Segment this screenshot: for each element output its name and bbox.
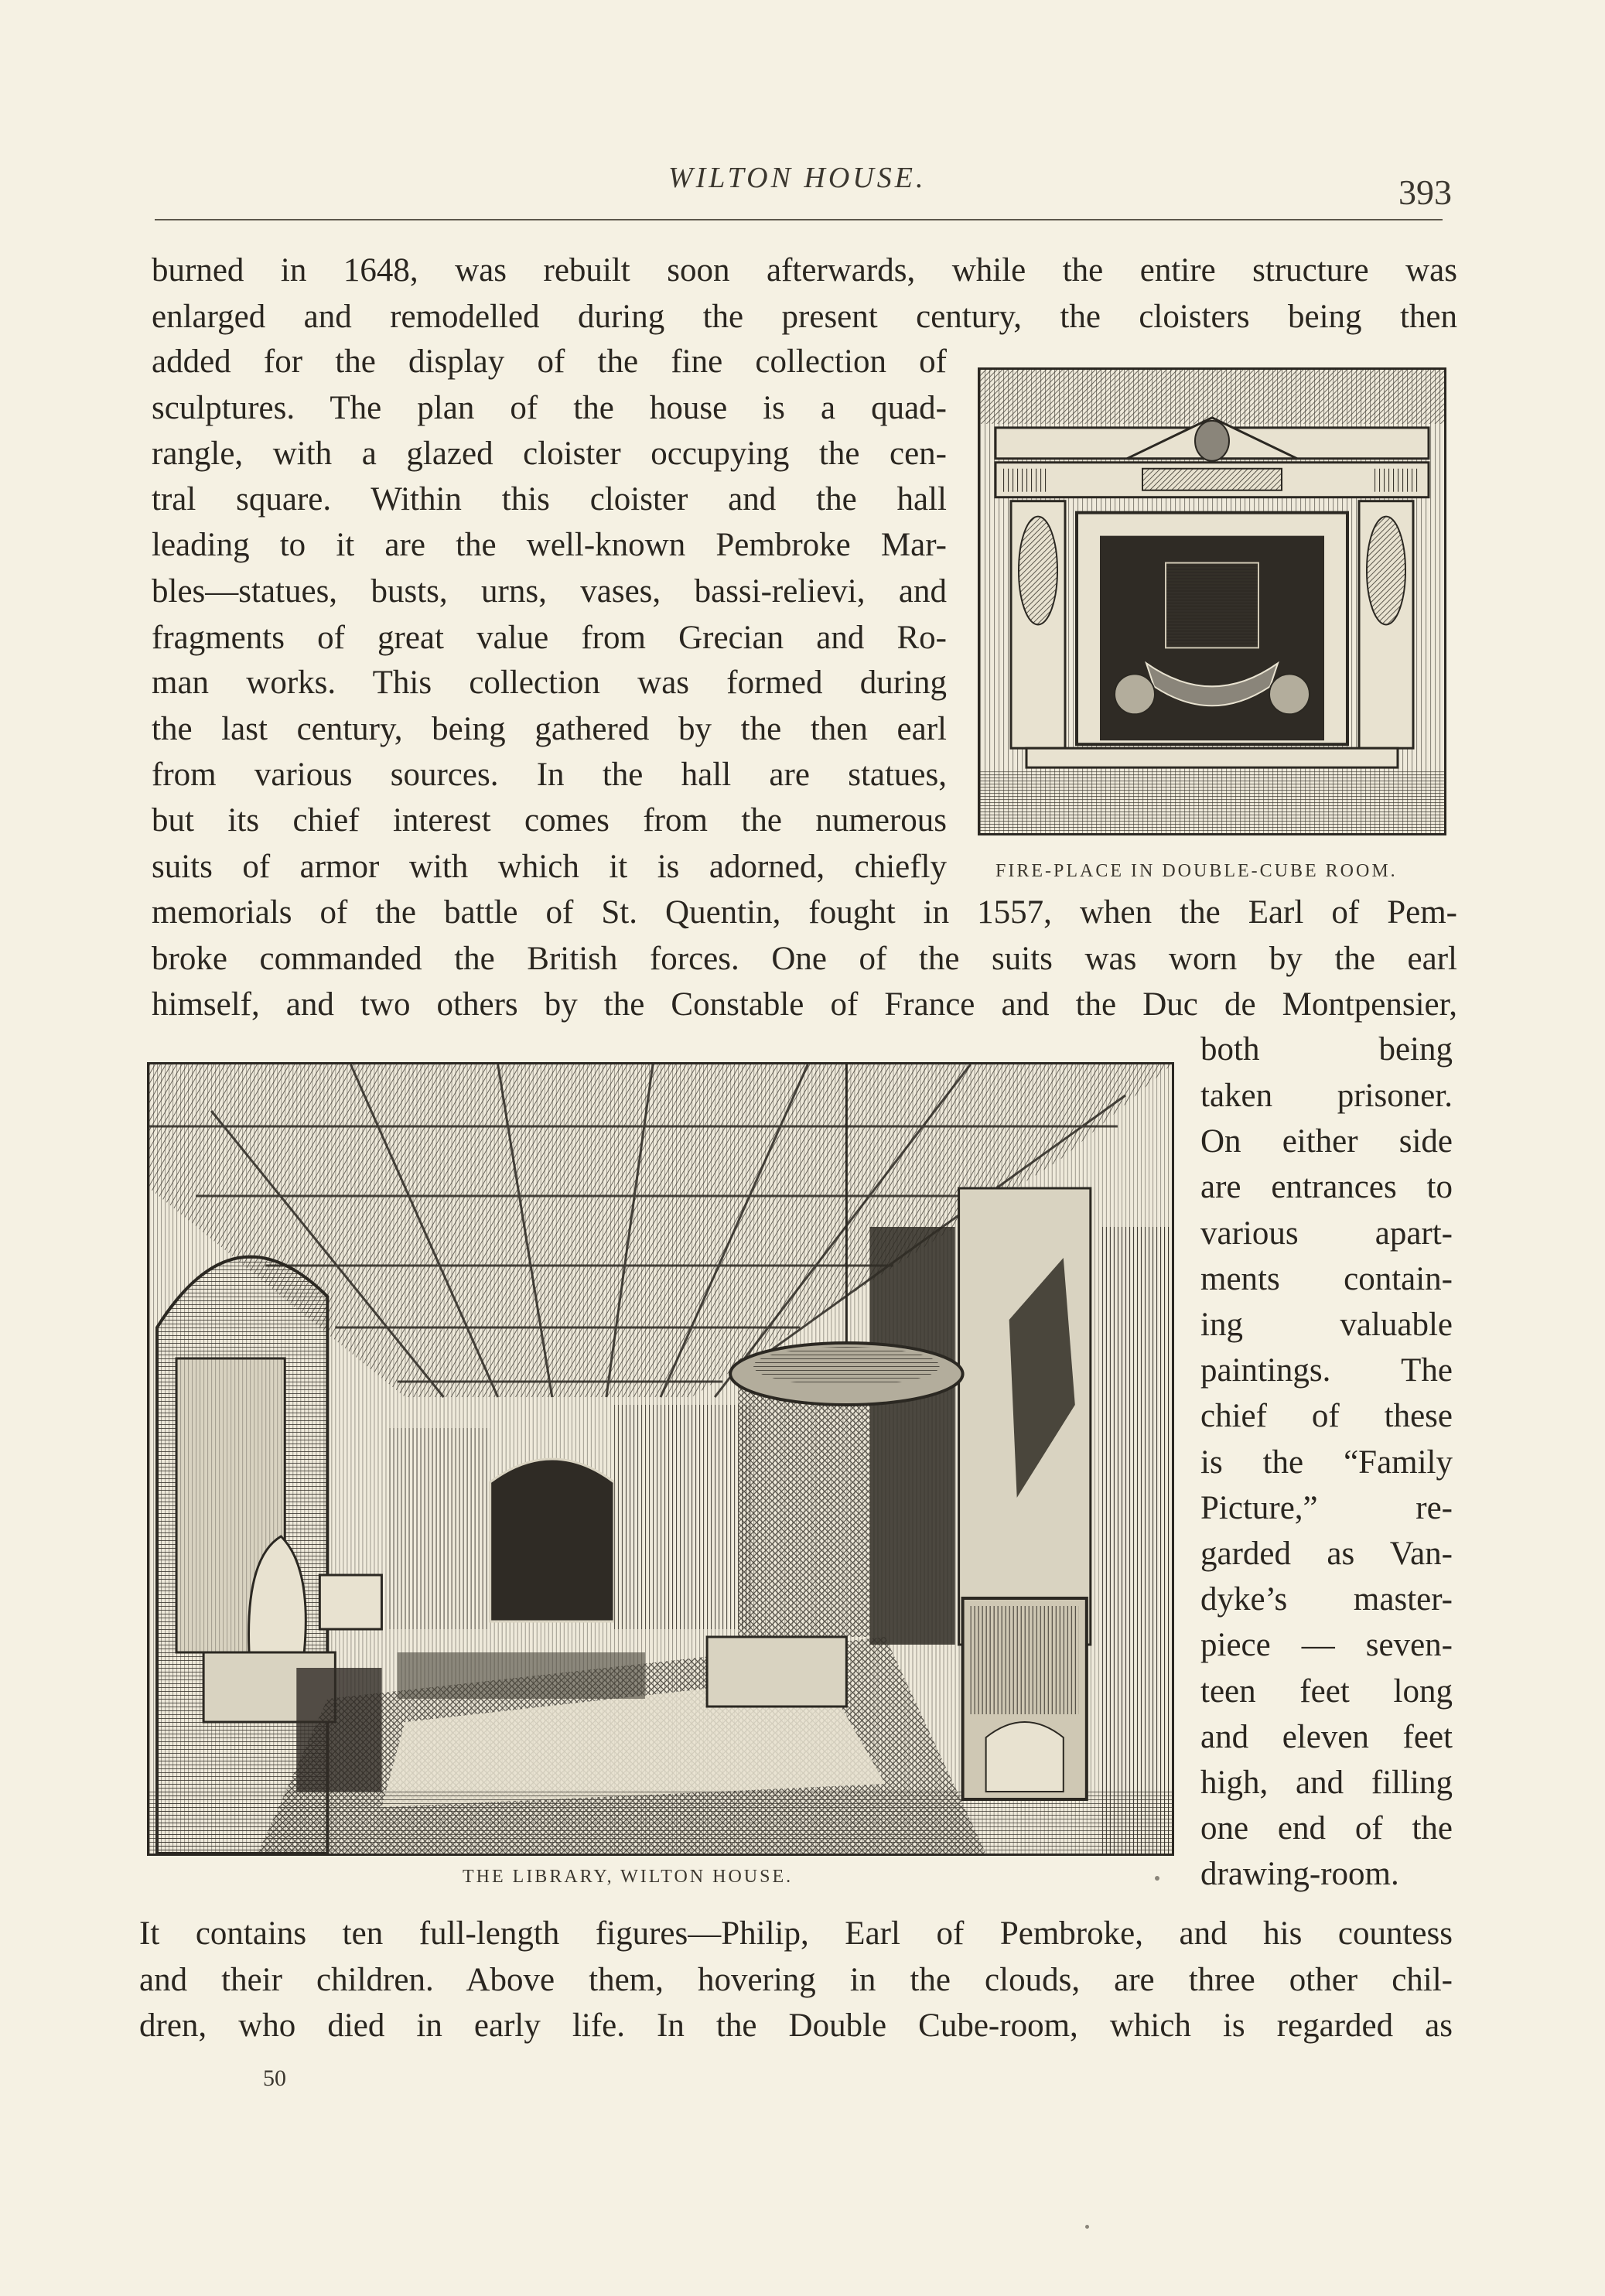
body-line: fragments of great value from Grecian and Ro-: [152, 620, 947, 656]
body-line: teen feet long: [1200, 1673, 1453, 1710]
body-line: various apart-: [1200, 1215, 1453, 1252]
library-engraving: [149, 1064, 1172, 1854]
body-line: bles—statues, busts, urns, vases, bassi-relievi, and: [152, 573, 947, 610]
body-line: piece — seven-: [1200, 1627, 1453, 1663]
body-line: leading to it are the well-known Pembroke Mar-: [152, 527, 947, 563]
body-line: is the “Family: [1200, 1444, 1453, 1481]
running-head: WILTON HOUSE.: [668, 162, 927, 194]
fireplace-illustration: [978, 367, 1446, 835]
body-line: and their children. Above them, hovering in the clouds, are three other chil-: [139, 1962, 1453, 1998]
body-line: but its chief interest comes from the numerous: [152, 802, 947, 839]
fireplace-caption: FIRE-PLACE IN DOUBLE-CUBE ROOM.: [995, 861, 1398, 881]
body-line: Picture,” re-: [1200, 1490, 1453, 1526]
body-line: man works. This collection was formed during: [152, 665, 947, 701]
body-line: dren, who died in early life. In the Double Cube-room, which is regarded as: [139, 2007, 1453, 2044]
body-line: chief of these: [1200, 1398, 1453, 1434]
body-line: taken prisoner.: [1200, 1078, 1453, 1114]
body-line: memorials of the battle of St. Quentin, fought in 1557, when the Earl of Pem-: [152, 894, 1457, 931]
body-line: and eleven feet: [1200, 1719, 1453, 1755]
body-line: ing valuable: [1200, 1307, 1453, 1343]
body-line: garded as Van-: [1200, 1536, 1453, 1572]
paper-speck: [1085, 2225, 1089, 2229]
paper-speck: [1155, 1876, 1159, 1881]
body-line: the last century, being gathered by the then earl: [152, 711, 947, 747]
body-line: himself, and two others by the Constable of France and the Duc de Montpensier,: [152, 986, 1457, 1023]
fireplace-engraving: [980, 370, 1444, 833]
body-line: added for the display of the fine collection of: [152, 343, 947, 380]
body-line: suits of armor with which it is adorned, chiefly: [152, 849, 947, 885]
body-line: broke commanded the British forces. One of the suits was worn by the earl: [152, 941, 1457, 977]
body-line: one end of the: [1200, 1810, 1453, 1847]
body-line: are entrances to: [1200, 1169, 1453, 1205]
body-line: rangle, with a glazed cloister occupying the cen-: [152, 436, 947, 472]
body-line: paintings. The: [1200, 1352, 1453, 1389]
body-line: drawing-room.: [1200, 1856, 1399, 1892]
body-line: high, and filling: [1200, 1765, 1453, 1801]
signature-mark: 50: [263, 2065, 286, 2091]
body-line: On either side: [1200, 1123, 1453, 1160]
body-line: both being: [1200, 1031, 1453, 1068]
header-rule: [155, 219, 1443, 220]
body-line: tral square. Within this cloister and the hall: [152, 481, 947, 518]
page-number: 393: [1398, 173, 1452, 212]
body-line: from various sources. In the hall are statues,: [152, 757, 947, 793]
library-caption: THE LIBRARY, WILTON HOUSE.: [463, 1867, 794, 1887]
body-line: ments contain-: [1200, 1261, 1453, 1297]
body-line: It contains ten full-length figures—Philip, Earl of Pembroke, and his countess: [139, 1915, 1453, 1952]
body-line: dyke’s master-: [1200, 1581, 1453, 1618]
body-line: sculptures. The plan of the house is a quad-: [152, 390, 947, 426]
library-illustration: [147, 1062, 1174, 1856]
body-line: enlarged and remodelled during the present century, the cloisters being then: [152, 299, 1457, 335]
body-line: burned in 1648, was rebuilt soon afterwards, while the entire structure was: [152, 252, 1457, 289]
